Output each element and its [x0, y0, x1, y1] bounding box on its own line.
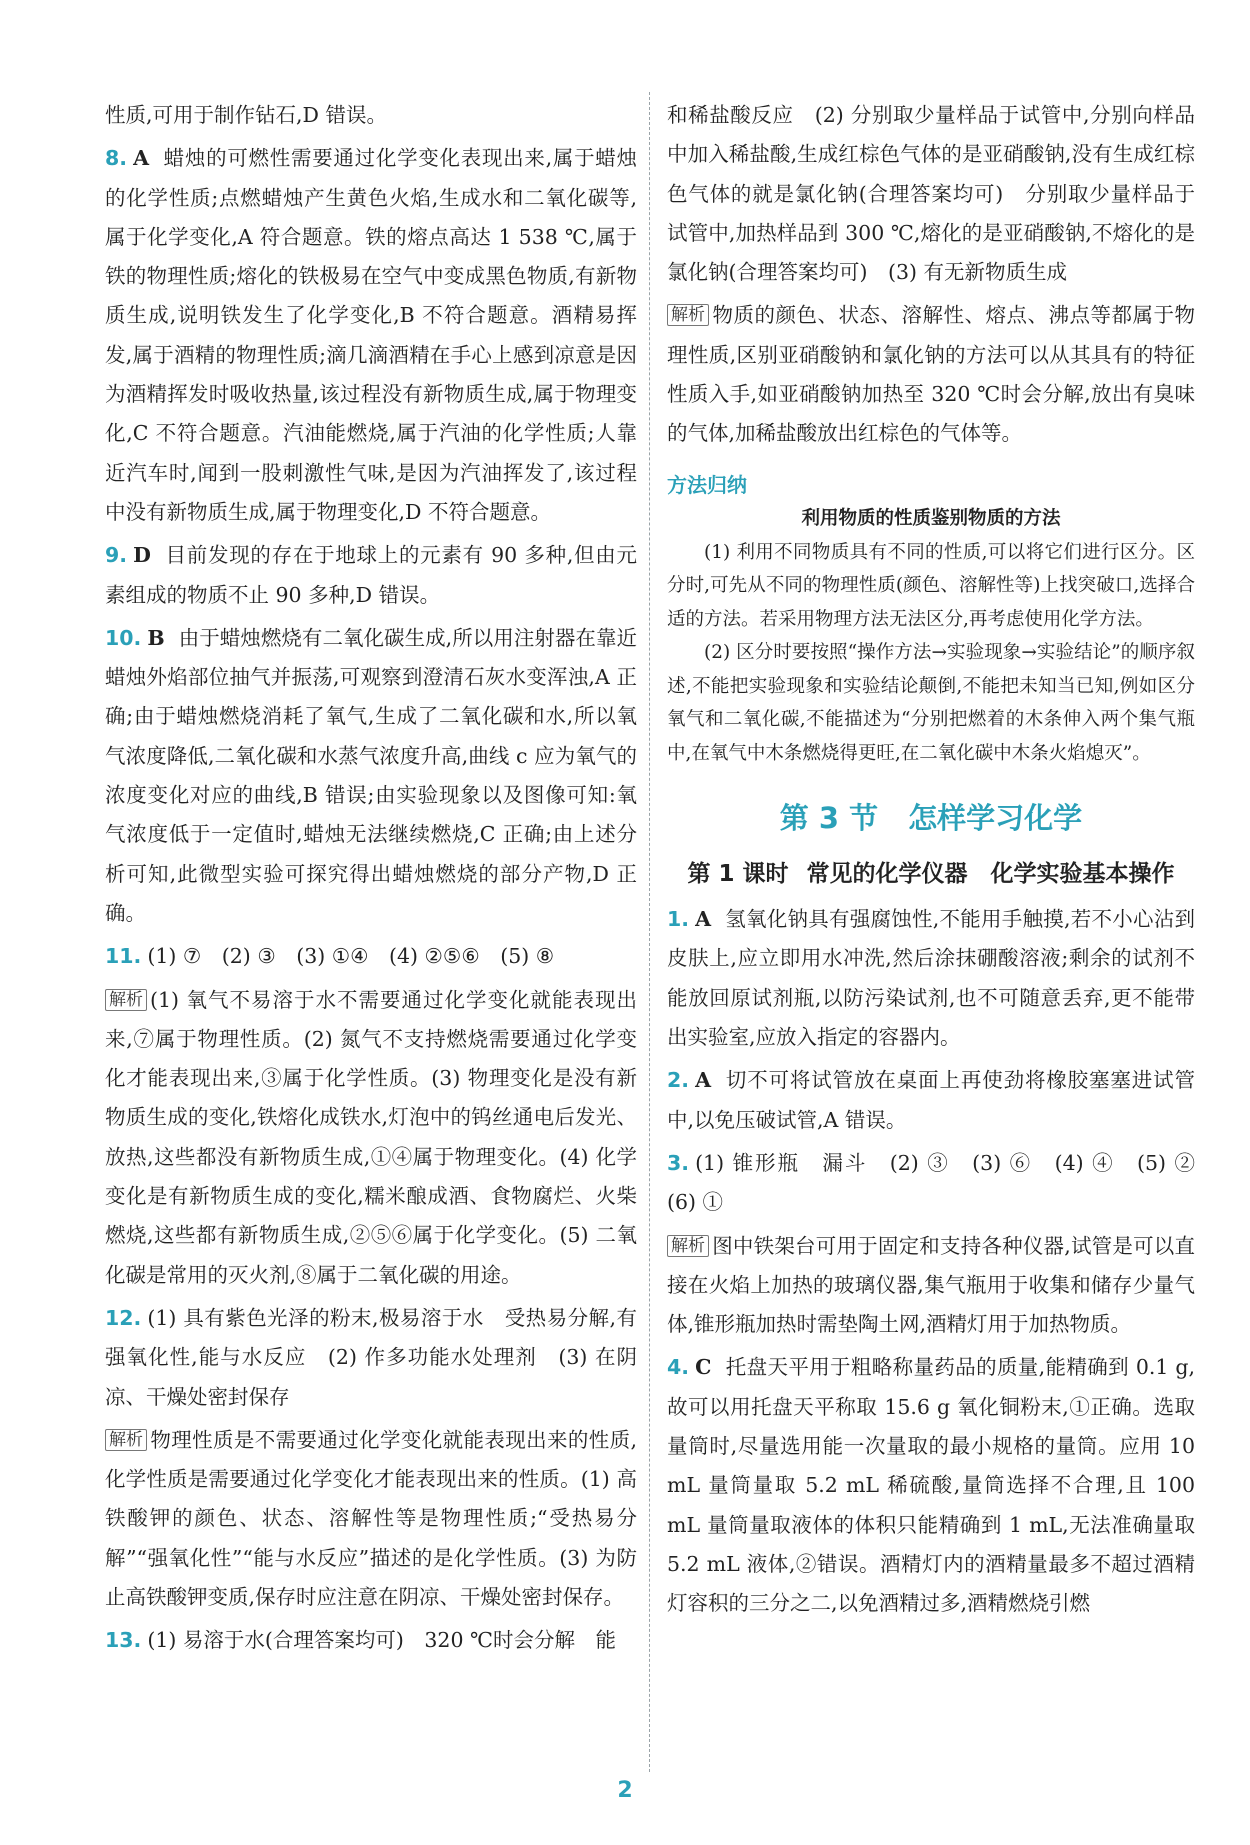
answer-item-10	[105, 619, 637, 933]
method-summary-point-2: (2) 区分时要按照“操作方法→实验现象→实验结论”的顺序叙述,不能把实验现象和实验结论颠倒,不能把未知当已知,例如区分氧气和二氧化碳,不能描述为“分别把燃着的木条伸入两个集气瓶中,在氧气中木条燃烧得更旺,在二氧化碳中木条火焰熄灭”。	[667, 642, 1195, 764]
analysis-label: 解析	[667, 304, 709, 326]
section-number: 第 3 节	[779, 801, 879, 836]
answer-text: (1) 锥形瓶 漏斗 (2) ③ (3) ⑥ (4) ④ (5) ② (6) ①	[667, 1150, 1216, 1215]
method-summary-point-1: (1) 利用不同物质具有不同的性质,可以将它们进行区分。区分时,可先从不同的物理性质(颜色、溶解性等)上找突破口,选择合适的方法。若采用物理方法无法区分,再考虑使用化学方法。	[667, 541, 1195, 630]
answer-item-3	[667, 1144, 1216, 1223]
answer-item-13	[105, 1621, 637, 1660]
answer-item-9	[105, 536, 637, 615]
answer-item-8	[105, 139, 637, 532]
question-number: 1.	[667, 907, 690, 932]
answer-item-1	[667, 900, 1195, 1057]
question-number: 3.	[667, 1150, 690, 1175]
column-divider	[649, 92, 650, 1772]
question-number: 13.	[105, 1628, 142, 1653]
answer-text: (1) ⑦ (2) ③ (3) ①④ (4) ②⑤⑥ (5) ⑧	[147, 944, 555, 969]
lesson-heading	[667, 854, 1195, 894]
answer-letter: A	[695, 1068, 711, 1093]
left-column	[105, 96, 637, 1665]
answer-explanation: 目前发现的存在于地球上的元素有 90 多种,但由元素组成的物质不止 90 多种,D 错误。	[105, 543, 637, 607]
answer-letter: D	[133, 543, 151, 568]
answer-item-2	[667, 1061, 1195, 1140]
question-number: 2.	[667, 1068, 690, 1093]
section-heading	[667, 796, 1195, 840]
answer-letter: A	[133, 146, 149, 171]
right-column	[667, 96, 1216, 1628]
analysis-text: (1) 氧气不易溶于水不需要通过化学变化就能表现出来,⑦属于物理性质。(2) 氮气不支持燃烧需要通过化学变化才能表现出来,③属于化学性质。(3) 物理变化是没有新物质生成的变化,铁熔化成铁水,灯泡中的钨丝通电后发光、放热,这些都没有新物质生成,①④属于物理变化。(4) 化学变化是有新物质生成的变化,糯米酿成酒、食物腐烂、火柴燃烧,这些都有新物质生成,②⑤⑥属于化学变化。(5) 二氧化碳是常用的灭火剂,⑧属于二氧化碳的用途。	[105, 987, 637, 1287]
carryover-answer-13: 和稀盐酸反应 (2) 分别取少量样品于试管中,分别向样品中加入稀盐酸,生成红棕色气体的是亚硝酸钠,没有生成红棕色气体的就是氯化钠(合理答案均可) 分别取少量样品于试管中,加热样品到 300 ℃,熔化的是亚硝酸钠,不熔化的是氯化钠(合理答案均可) (3) 有无新物质生成	[667, 103, 1195, 285]
analysis-label: 解析	[105, 1429, 147, 1451]
analysis-text: 物质的颜色、状态、溶解性、熔点、沸点等都属于物理性质,区别亚硝酸钠和氯化钠的方法可以从其具有的特征性质入手,如亚硝酸钠加热至 320 ℃时会分解,放出有臭味的气体,加稀盐酸放出红棕色的气体等。	[667, 303, 1195, 446]
section-title: 怎样学习化学	[908, 801, 1083, 836]
answer-item-11	[105, 937, 637, 976]
answer-letter: A	[695, 907, 711, 932]
answer-explanation: 氢氧化钠具有强腐蚀性,不能用手触摸,若不小心沾到皮肤上,应立即用水冲洗,然后涂抹硼酸溶液;剩余的试剂不能放回原试剂瓶,以防污染试剂,也不可随意丢弃,更不能带出实验室,应放入指定的容器内。	[667, 907, 1195, 1050]
answer-letter: C	[695, 1355, 712, 1380]
method-summary-title: 利用物质的性质鉴别物质的方法	[801, 507, 1061, 529]
lesson-title: 常见的化学仪器 化学实验基本操作	[806, 861, 1175, 888]
answer-letter: B	[147, 625, 165, 650]
question-number: 12.	[105, 1305, 142, 1330]
analysis-text: 图中铁架台可用于固定和支持各种仪器,试管是可以直接在火焰上加热的玻璃仪器,集气瓶用于收集和储存少量气体,锥形瓶加热时需垫陶土网,酒精灯用于加热物质。	[667, 1233, 1195, 1337]
method-summary-label: 方法归纳	[667, 472, 747, 497]
answer-explanation: 切不可将试管放在桌面上再使劲将橡胶塞塞进试管中,以免压破试管,A 错误。	[667, 1068, 1195, 1132]
question-number: 10.	[105, 625, 142, 650]
lesson-number: 第 1 课时	[687, 861, 789, 888]
question-number: 4.	[667, 1355, 690, 1380]
answer-explanation: 托盘天平用于粗略称量药品的质量,能精确到 0.1 g,故可以用托盘天平称取 15.6 g 氧化铜粉末,①正确。选取量筒时,尽量选用能一次量取的最小规格的量筒。应用 10 mL 量筒量取 5.2 mL 稀硫酸,量筒选择不合理,且 100 mL 量筒量取液体的体积只能精确到 1 mL,无法准确量取 5.2 mL 液体,②错误。酒精灯内的酒精量最多不超过酒精灯容积的三分之二,以免酒精过多,酒精燃烧引燃	[667, 1355, 1195, 1616]
question-number: 9.	[105, 543, 128, 568]
answer-item-4	[667, 1348, 1195, 1623]
answer-item-12	[105, 1299, 637, 1417]
page-number: 2	[617, 1778, 633, 1803]
analysis-label: 解析	[105, 989, 147, 1011]
analysis-label: 解析	[667, 1235, 709, 1257]
answer-text: (1) 易溶于水(合理答案均可) 320 ℃时会分解 能	[147, 1628, 616, 1653]
analysis-12	[105, 1421, 637, 1617]
analysis-13	[667, 296, 1195, 453]
question-number: 11.	[105, 944, 142, 969]
answer-text: (1) 具有紫色光泽的粉末,极易溶于水 受热易分解,有强氧化性,能与水反应 (2) 作多功能水处理剂 (3) 在阴凉、干燥处密封保存	[105, 1305, 637, 1409]
carryover-text: 性质,可用于制作钻石,D 错误。	[105, 103, 387, 127]
answer-explanation: 由于蜡烛燃烧有二氧化碳生成,所以用注射器在靠近蜡烛外焰部位抽气并振荡,可观察到澄清石灰水变浑浊,A 正确;由于蜡烛燃烧消耗了氧气,生成了二氧化碳和水,所以氧气浓度降低,二氧化碳和水蒸气浓度升高,曲线 c 应为氧气的浓度变化对应的曲线,B 错误;由实验现象以及图像可知:氧气浓度低于一定值时,蜡烛无法继续燃烧,C 正确;由上述分析可知,此微型实验可探究得出蜡烛燃烧的部分产物,D 正确。	[105, 625, 637, 925]
question-number: 8.	[105, 146, 128, 171]
analysis-text: 物理性质是不需要通过化学变化就能表现出来的性质,化学性质是需要通过化学变化才能表现出来的性质。(1) 高铁酸钾的颜色、状态、溶解性等是物理性质;“受热易分解”“强氧化性”“能与水反应”描述的是化学性质。(3) 为防止高铁酸钾变质,保存时应注意在阴凉、干燥处密封保存。	[105, 1427, 637, 1609]
answer-explanation: 蜡烛的可燃性需要通过化学变化表现出来,属于蜡烛的化学性质;点燃蜡烛产生黄色火焰,生成水和二氧化碳等,属于化学变化,A 符合题意。铁的熔点高达 1 538 ℃,属于铁的物理性质;熔化的铁极易在空气中变成黑色物质,有新物质生成,说明铁发生了化学变化,B 不符合题意。酒精易挥发,属于酒精的物理性质;滴几滴酒精在手心上感到凉意是因为酒精挥发时吸收热量,该过程没有新物质生成,属于物理变化,C 不符合题意。汽油能燃烧,属于汽油的化学性质;人靠近汽车时,闻到一股刺激性气味,是因为汽油挥发了,该过程中没有新物质生成,属于物理变化,D 不符合题意。	[105, 146, 637, 524]
analysis-11	[105, 981, 637, 1295]
analysis-3	[667, 1227, 1195, 1345]
